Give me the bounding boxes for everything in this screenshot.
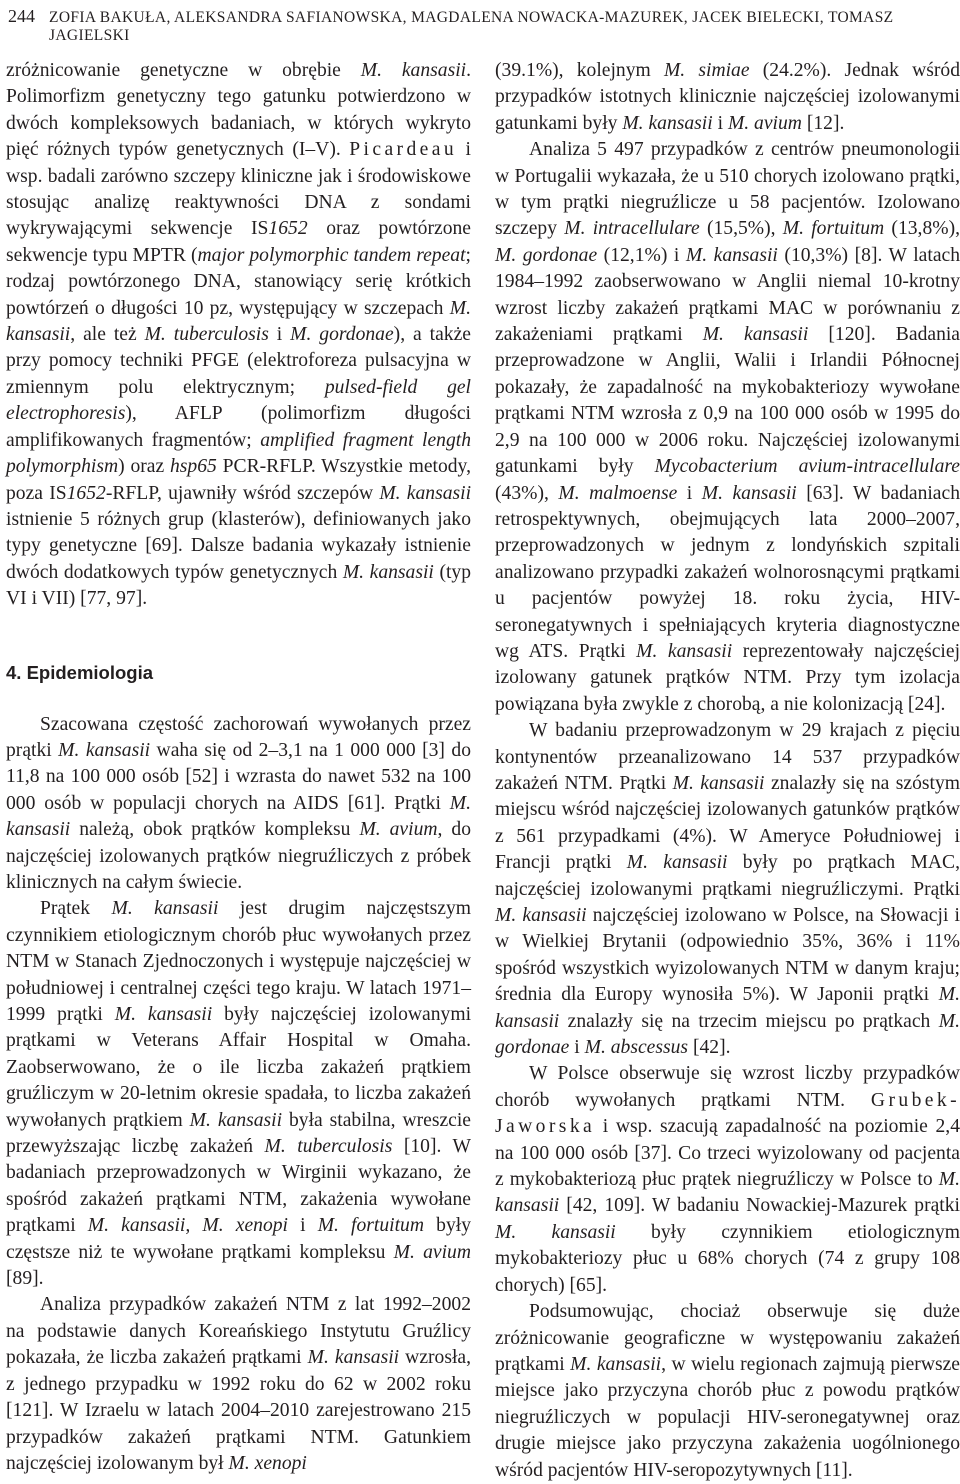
- page-number: 244: [8, 6, 35, 26]
- text-run: (43%),: [495, 482, 559, 504]
- italic-run: M. kansasii: [111, 898, 219, 920]
- italic-run: M. kansasii: [626, 852, 728, 874]
- italic-run: M. fortuitum: [782, 218, 885, 240]
- italic-run: M. kansasii: [307, 1347, 400, 1369]
- text-run: , ale też: [70, 324, 145, 346]
- paragraph: [495, 1299, 960, 1484]
- right-column: [495, 58, 960, 1484]
- text-run: wzrosła, z jednego przypadku w 1992 roku do 62 w 2002 roku [121]. W Izraelu w latach 2004–2010 zarejestrowano 215 przypadków zakażeń prątkami NTM. Gatunkiem najczęściej izolowanym był: [6, 1347, 472, 1474]
- italic-run: M. kansasii, M. xenopi: [87, 1215, 288, 1237]
- italic-run: M. kansasii: [379, 482, 472, 504]
- section-heading: 4. Epidemiologia: [6, 661, 153, 683]
- italic-run: M. intracellulare: [564, 218, 700, 240]
- italic-run: M. kansasii: [114, 1004, 213, 1025]
- italic-run: M. kansasii: [701, 482, 797, 504]
- text-run: i: [677, 482, 702, 504]
- running-header: [8, 6, 953, 44]
- text-run: ) oraz: [118, 456, 170, 478]
- italic-run: M. kansasii: [495, 1221, 616, 1243]
- italic-run: M. tuberculosis: [264, 1136, 393, 1158]
- italic-run: M. fortuitum: [317, 1215, 425, 1237]
- paragraph: [6, 896, 471, 1292]
- text-run: , do najczęściej izolowanych prątków niegruźliczych z próbek klinicznych na całym świecie.: [6, 819, 471, 893]
- text-run: [42].: [688, 1037, 731, 1059]
- text-run: Analiza przypadków zakażeń NTM z lat 1992–2002 na podstawie danych Koreańskiego Instytutu Gruźlicy pokazała, że liczba zakażeń prątkami: [6, 1294, 471, 1369]
- text-run: Prątek: [40, 898, 112, 920]
- paragraph: [6, 58, 471, 613]
- paragraph: [495, 58, 960, 137]
- italic-run: M. avium: [393, 1241, 471, 1263]
- italic-run: major polymorphic tandem repeat: [197, 244, 466, 266]
- text-run: istnienie 5 różnych grup (klasterów), definiowanych jako typy genetyczne [69]. Dalsze badania wykazały istnienie dwóch dodatkowych typów genetycznych: [6, 508, 471, 583]
- text-run: i wsp. badali zarówno szczepy kliniczne jak i środowiskowe stosując analizę reaktywności DNA z sondami wykrywającymi sekwencje IS: [6, 139, 471, 240]
- italic-run: M. malmoense: [558, 482, 678, 504]
- text-run: ; rodzaj powtórzonego DNA, stanowiący serię krótkich powtórzeń o długości 10 pz, występujący w szczepach: [6, 244, 471, 319]
- italic-run: M. kansasii: [360, 60, 467, 81]
- text-run: i: [268, 324, 291, 346]
- text-run: ), AFLP (polimorfizm długości amplifikowanych fragmentów;: [6, 403, 471, 451]
- text-run: ), a także przy pomocy techniki PFGE (elektroforeza pulsacyjna w zmiennym polu elektrycznym;: [6, 324, 471, 398]
- italic-run: amplified fragment length polymorphism: [6, 429, 471, 478]
- text-run: [63]. W badaniach retrospektywnych, obejmujących lata 2000–2007, przeprowadzonych w jednym z londyńskich szpitali analizowano przypadki zakażeń wolnorosnącymi prątkami u pacjentów powyżej 18. roku życia, HIV-seronegatywnych i spełniających kryteria diagnostyczne wg ATS. Prątki: [495, 482, 960, 662]
- italic-run: M. avium: [359, 819, 438, 841]
- text-run: znalazły się na szóstym miejscu wśród najczęściej izolowanych gatunków prątków z 561 przypadkami (4%). W Ameryce Południowej i Francji prątki: [495, 772, 960, 874]
- italic-run: hsp65: [169, 456, 217, 478]
- text-run: (15,5%),: [699, 218, 783, 240]
- text-run: (13,8%),: [884, 218, 960, 240]
- text-run: (39.1%), kolejnym: [495, 60, 664, 81]
- text-run: [12].: [801, 112, 845, 134]
- running-head-authors: ZOFIA BAKUŁA, ALEKSANDRA SAFIANOWSKA, MAGDALENA NOWACKA-MAZUREK, JACEK BIELECKI, TOMASZ JAGIELSKI: [49, 9, 894, 44]
- text-run: były po prątkach MAC, najczęściej izolowanymi prątkami niegruźliczymi. Prątki: [495, 852, 960, 900]
- text-run: (typ VI i VII) [77, 97].: [6, 561, 472, 610]
- italic-run: M. gordonae: [290, 324, 394, 346]
- text-run: [120]. Badania przeprowadzone w Anglii, Walii i Irlandii Północnej pokazały, że zapadalność na mykobakteriozy wywołane prątkami NTM wzrosła z 0,9 na 100 000 osób w 1995 do 2,9 na 100 000 w 2006 roku. Najczęściej izolowanymi gatunkami były: [495, 324, 960, 478]
- italic-run: M. avium: [727, 112, 802, 134]
- italic-run: M. kansasii: [685, 244, 778, 266]
- text-run: PCR-RFLP. Wszystkie metody, poza IS: [6, 456, 471, 504]
- italic-run: M. kansasii: [495, 984, 960, 1032]
- paragraph: [495, 1061, 960, 1299]
- text-run: jest drugim najczęstszym czynnikiem etiologicznym chorób płuc wywołanych przez NTM w Stanach Zjednoczonych i występuje najczęściej w południowej i centralnej części tego kraju. W latach 1971–1999 prątki: [6, 898, 471, 1025]
- italic-run: Mycobacterium avium-intracellulare: [654, 456, 960, 478]
- italic-run: M. gordonae: [495, 1010, 960, 1059]
- italic-run: 1652: [268, 218, 308, 240]
- text-run: . Polimorfizm genetyczny tego gatunku potwierdzono w dwóch kompleksowych badaniach, w których wykryto pięć różnych typów genetycznych (I–V).: [6, 60, 471, 161]
- italic-run: M. kansasii: [6, 297, 471, 346]
- italic-run: M. tuberculosis: [144, 324, 269, 346]
- text-run: najczęściej izolowano w Polsce, na Słowacji i w Wielkiej Brytanii (odpowiednio 35%, 36% i 11% spośród wszystkich wyizolowanych NTM w danym kraju; średnia dla Europy wynosiła 5%). W Japonii prątki: [495, 905, 960, 1006]
- text-run: reprezentowały najczęściej izolowany gatunek prątków NTM. Przy tym izolacja powiązana była zwykle z chorobą, a nie kolonizacją [24].: [495, 640, 960, 715]
- italic-run: M. kansasii: [622, 112, 713, 134]
- italic-run: M. kansasii: [495, 905, 587, 926]
- italic-run: M. kansasii: [58, 739, 151, 761]
- paragraph: [6, 712, 471, 897]
- left-column: [6, 58, 471, 1477]
- text-run: i: [712, 112, 728, 134]
- italic-run: M. kansasii: [672, 772, 765, 794]
- italic-run: M. kansasii: [495, 1169, 960, 1217]
- paragraph: [6, 1292, 471, 1477]
- text-run: i: [287, 1215, 318, 1237]
- text-run: , w wielu regionach zajmują pierwsze miejsce jako przyczyna chorób płuc z powodu prątków niegruźliczych w populacji HIV-seronegatywnej oraz drugie miejsce jako przyczyna zakażenia uogólnionego wśród pacjentów HIV-seropozytywnych [11].: [495, 1353, 960, 1481]
- text-run: były najczęściej izolowanymi prątkami w Veterans Affair Hospital w Omaha. Zaobserwowano, że o ile liczba zakażeń prątkiem gruźliczym w 20-letnim okresie spadała, to liczba zakażeń wywołanych prątkiem: [6, 1004, 472, 1131]
- italic-run: M. kansasii: [342, 561, 434, 583]
- text-run: -RFLP, ujawniły wśród szczepów: [105, 482, 380, 504]
- text-run: (10,3%) [8]. W latach 1984–1992 zaobserwowano w Anglii niemal 10-krotny wzrost liczby zakażeń prątkami MAC w porównaniu z zakażeniami prątkami: [495, 244, 960, 346]
- italic-run: 1652: [66, 482, 106, 504]
- italic-run: M. kansasii: [636, 640, 733, 662]
- text-run: były częstsze niż te wywołane prątkami kompleksu: [6, 1215, 471, 1263]
- text-run: waha się od 2–3,1 na 1 000 000 [3] do 11,8 na 100 000 osób [52] i wzrasta do nawet 532 na 100 000 osób w populacji chorych na AIDS [61]. Prątki: [6, 739, 471, 814]
- italic-run: M. gordonae: [495, 244, 598, 266]
- paragraph: [495, 137, 960, 718]
- text-run: Podsumowując, chociaż obserwuje się duże zróżnicowanie geograficzne w występowaniu zakażeń prątkami: [495, 1301, 960, 1375]
- text-run: [10]. W badaniach przeprowadzonych w Wirginii wykazano, że spośród zakażeń prątkami NTM, zakażenia wywołane prątkami: [6, 1136, 471, 1237]
- italic-run: M. kansasii: [189, 1109, 283, 1131]
- text-run: była stabilna, wreszcie przewyższając liczbę zakażeń: [6, 1109, 471, 1158]
- italic-run: M. simiae: [663, 60, 750, 81]
- text-run: [89].: [6, 1268, 44, 1290]
- author-name-spaced: Picardeau: [349, 139, 458, 161]
- text-run: Analiza 5 497 przypadków z centrów pneumonologii w Portugalii wykazała, że u 510 chorych izolowano prątki, w tym prątki niegruźlicze u 58 pacjentów. Izolowano szczepy: [495, 139, 960, 240]
- text-run: należą, obok prątków kompleksu: [70, 819, 360, 841]
- text-run: zróżnicowanie genetyczne w obrębie: [6, 60, 361, 81]
- text-run: (12,1%) i: [597, 244, 686, 266]
- italic-run: M. kansasii: [570, 1353, 662, 1375]
- italic-run: M. xenopi: [228, 1452, 307, 1474]
- text-run: [42, 109]. W badaniu Nowackiej-Mazurek prątki: [559, 1195, 960, 1217]
- italic-run: M. kansasii: [6, 792, 471, 841]
- text-run: W Polsce obserwuje się wzrost liczby przypadków chorób wywołanych prątkami NTM.: [495, 1063, 960, 1111]
- italic-run: M. abscessus: [584, 1037, 689, 1059]
- text-run: i: [569, 1037, 585, 1059]
- text-run: (24.2%). Jednak wśród przypadków istotnych klinicznie najczęściej izolowanymi gatunkami były: [495, 60, 960, 134]
- text-run: znalazły się na trzecim miejscu po prątkach: [559, 1010, 939, 1032]
- text-run: Szacowana częstość zachorowań wywołanych przez prątki: [6, 713, 471, 761]
- italic-run: M. kansasii: [702, 324, 809, 346]
- italic-run: pulsed-field gel electrophoresis: [6, 376, 472, 425]
- paragraph: [495, 718, 960, 1061]
- text-run: były czynnikiem etiologicznym mykobakteriozy płuc u 68% chorych (74 z grupy 108 chorych) [65].: [495, 1221, 960, 1296]
- text-run: W badaniu przeprowadzonym w 29 krajach z pięciu kontynentów przeanalizowano 14 537 przypadków zakażeń NTM. Prątki: [495, 720, 960, 794]
- text-run: oraz powtórzone sekwencje typu MPTR (: [6, 218, 471, 266]
- author-name-spaced: Grubek-Jaworska: [495, 1089, 960, 1138]
- text-run: i wsp. szacują zapadalność na poziomie 2,4 na 100 000 osób [37]. Co trzeci wyizolowany od pacjenta z mykobakteriozą płuc prątek niegruźliczy w Polsce to: [495, 1116, 960, 1191]
